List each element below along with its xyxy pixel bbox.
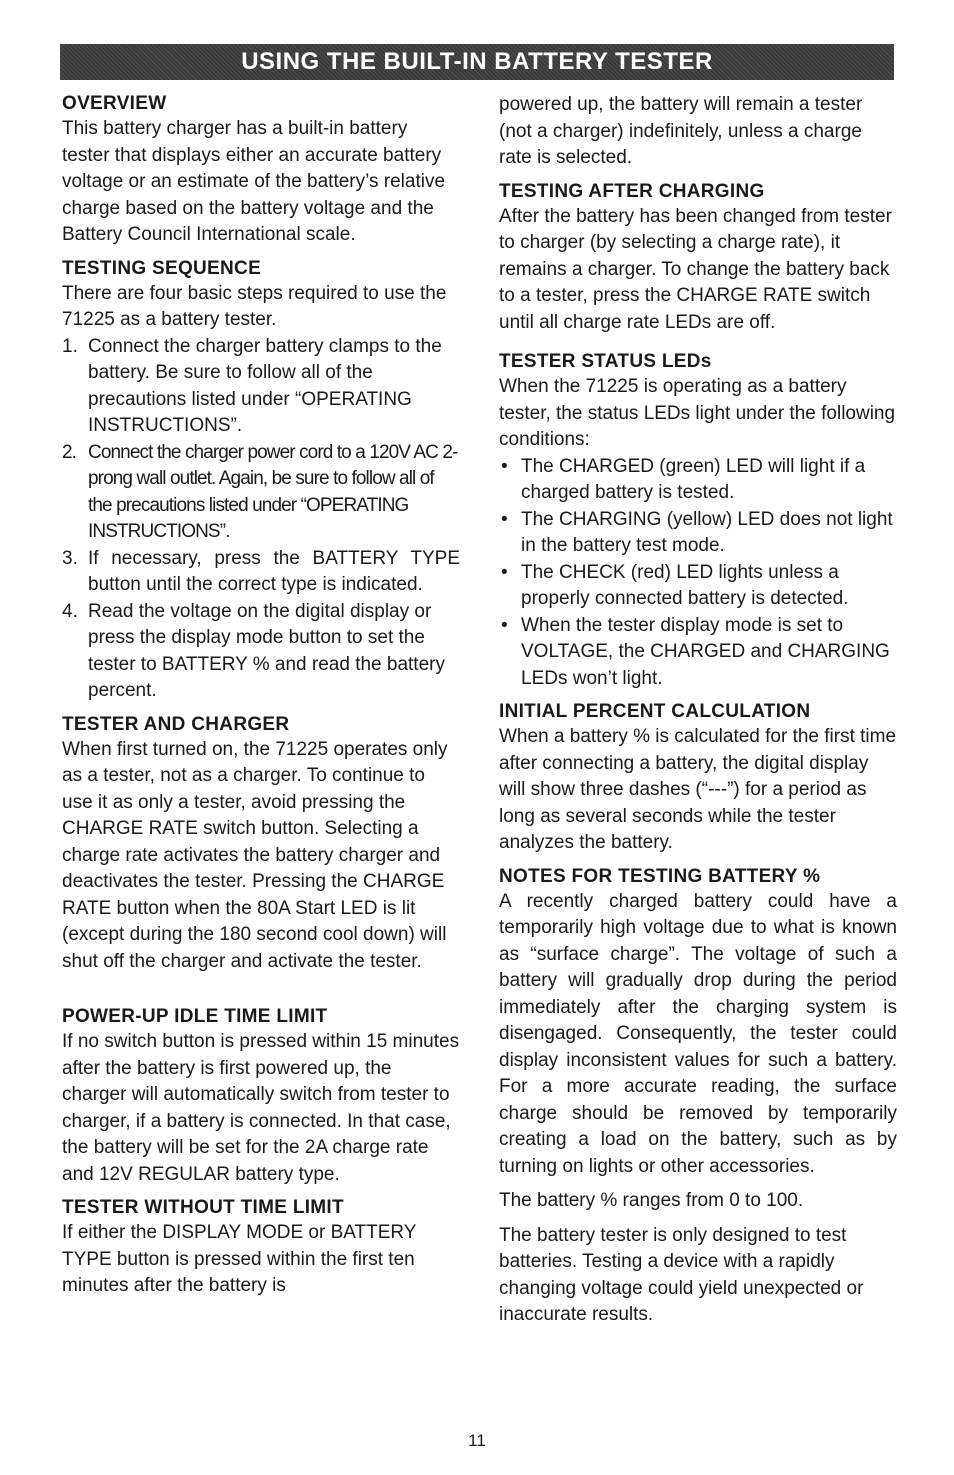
step-text: If necessary, press the BATTERY TYPE button until the correct type is indicated. <box>88 547 460 595</box>
page-number: 11 <box>468 1431 486 1450</box>
power-up-idle-text: If no switch button is pressed within 15 minutes after the battery is first powered up, the charger will automatically switch from tester to charger, if a battery is connected. In that case, the battery will be set for the 2A charge rate and 12V REGULAR battery type. <box>62 1031 460 1185</box>
tester-status-leds-heading: TESTER STATUS LEDs <box>499 351 712 372</box>
tester-without-limit-section <box>62 1196 460 1300</box>
initial-percent-section <box>499 700 897 857</box>
list-item <box>62 599 460 705</box>
step-number: 4. <box>62 600 78 622</box>
bullet-marker: • <box>501 455 508 477</box>
step-number: 3. <box>62 547 78 569</box>
battery-range-text: The battery % ranges from 0 to 100. <box>499 1190 804 1211</box>
bullet-text: When the tester display mode is set to VOLTAGE, the CHARGED and CHARGING LEDs won’t light. <box>521 614 890 689</box>
status-leds-list <box>499 454 897 693</box>
bullet-marker: • <box>501 508 508 530</box>
tester-and-charger-section <box>62 713 460 976</box>
testing-sequence-section <box>62 257 460 705</box>
notes-battery-percent-text: A recently charged battery could have a temporarily high voltage due to what is known as “surface charge”. The voltage of such a battery will gradually drop during the period immediately after the charging system is disengaged. Consequently, the tester could display inconsistent values for such a battery. For a more accurate reading, the surface charge should be removed by temporarily creating a load on the battery, such as by turning on lights or other accessories. <box>499 890 897 1177</box>
title-banner <box>60 44 894 80</box>
list-item <box>62 440 460 546</box>
bullet-marker: • <box>501 561 508 583</box>
overview-text: This battery charger has a built-in battery tester that displays either an accurate battery voltage or an estimate of the battery’s relative charge based on the battery voltage and the Battery Council International scale. <box>62 118 446 245</box>
testing-after-charging-section <box>499 180 897 337</box>
tester-without-limit-text: If either the DISPLAY MODE or BATTERY TYPE button is pressed within the first ten minutes after the battery is <box>62 1222 417 1296</box>
notes-battery-percent-section <box>499 865 897 1329</box>
overview-section <box>62 92 460 249</box>
bullet-text: The CHARGED (green) LED will light if a charged battery is tested. <box>521 455 866 503</box>
testing-after-charging-heading: TESTING AFTER CHARGING <box>499 180 765 202</box>
initial-percent-heading: INITIAL PERCENT CALCULATION <box>499 701 811 722</box>
testing-sequence-intro: There are four basic steps required to use the 71225 as a battery tester. <box>62 282 447 330</box>
step-number: 2. <box>62 441 77 463</box>
left-column <box>62 92 460 1300</box>
list-item <box>499 507 897 560</box>
bullet-text: The CHECK (red) LED lights unless a properly connected battery is detected. <box>521 561 849 609</box>
bullet-text: The CHARGING (yellow) LED does not light in the battery test mode. <box>521 508 893 556</box>
continued-text: powered up, the battery will remain a tester (not a charger) indefinitely, unless a charge rate is selected. <box>499 94 863 168</box>
list-item <box>62 334 460 440</box>
list-item <box>499 454 897 507</box>
overview-heading: OVERVIEW <box>62 93 167 114</box>
list-item <box>499 613 897 693</box>
list-item <box>499 560 897 613</box>
tester-without-limit-heading: TESTER WITHOUT TIME LIMIT <box>62 1197 344 1218</box>
testing-steps-list <box>62 334 460 705</box>
bullet-marker: • <box>501 614 508 636</box>
right-column <box>499 92 897 1329</box>
testing-after-charging-text: After the battery has been changed from tester to charger (by selecting a charge rate), it remains a charger. To change the battery back to a tester, press the CHARGE RATE switch until all charge rate LEDs are off. <box>499 205 892 333</box>
list-item <box>62 546 460 599</box>
testing-sequence-heading: TESTING SEQUENCE <box>62 257 262 279</box>
power-up-idle-heading: POWER-UP IDLE TIME LIMIT <box>62 1006 328 1027</box>
step-number: 1. <box>62 335 78 357</box>
tester-status-leds-section <box>499 350 897 692</box>
notes-battery-percent-heading: NOTES FOR TESTING BATTERY % <box>499 865 821 887</box>
tester-status-leds-intro: When the 71225 is operating as a battery tester, the status LEDs light under the following conditions: <box>499 376 896 450</box>
closing-text: The battery tester is only designed to test batteries. Testing a device with a rapidly changing voltage could yield unexpected or inaccurate results. <box>499 1224 864 1325</box>
initial-percent-text: When a battery % is calculated for the first time after connecting a battery, the digital display will show three dashes (“---”) for a period as long as several seconds while the tester analyzes the battery. <box>499 726 897 853</box>
power-up-idle-section <box>62 1005 460 1188</box>
page-title: USING THE BUILT-IN BATTERY TESTER <box>241 48 713 75</box>
tester-and-charger-heading: TESTER AND CHARGER <box>62 713 290 735</box>
step-text: Read the voltage on the digital display or press the display mode button to set the tester to BATTERY % and read the battery percent. <box>88 600 445 701</box>
step-text: Connect the charger power cord to a 120V AC 2-prong wall outlet. Again, be sure to follow all of the precautions listed under “OPERATING INSTRUCTIONS”. <box>88 441 458 542</box>
tester-and-charger-text: When first turned on, the 71225 operates only as a tester, not as a charger. To continue to use it as only a tester, avoid pressing the CHARGE RATE switch button. Selecting a charge rate activates the battery charger and deactivates the tester. Pressing the CHARGE RATE button when the 80A Start LED is lit (except during the 180 second cool down) will shut off the charger and activate the tester. <box>62 738 448 972</box>
step-text: Connect the charger battery clamps to the battery. Be sure to follow all of the precautions listed under “OPERATING INSTRUCTIONS”. <box>88 335 442 436</box>
